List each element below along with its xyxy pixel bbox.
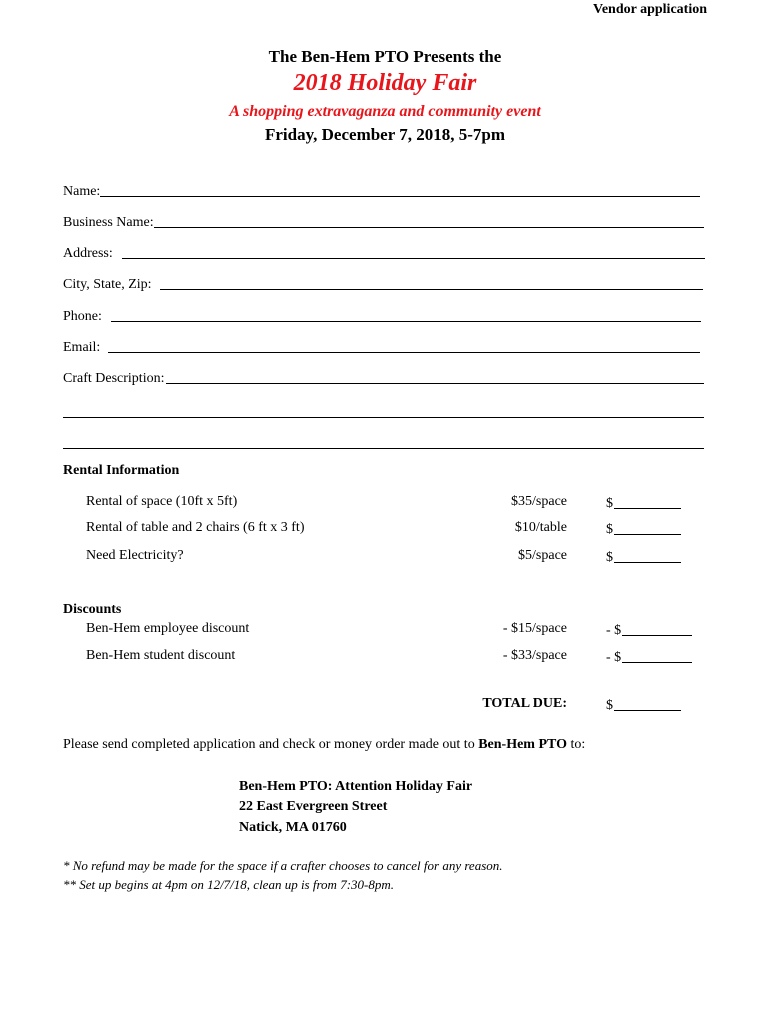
city-state-zip-field[interactable]: [63, 273, 703, 293]
employee-discount-amount[interactable]: [606, 621, 692, 639]
amount-prefix: - $: [606, 623, 622, 638]
name-label: Name:: [63, 184, 101, 199]
rental-item-price: $5/space: [518, 548, 567, 563]
student-discount-amount[interactable]: [606, 648, 692, 666]
craft-description-line-2[interactable]: [63, 417, 704, 418]
address-line[interactable]: [122, 258, 705, 259]
amount-line[interactable]: [614, 562, 681, 563]
payee-name: Ben-Hem PTO: [478, 737, 567, 752]
total-due-label: TOTAL DUE:: [482, 696, 567, 711]
amount-line[interactable]: [622, 662, 692, 663]
craft-description-line[interactable]: [166, 383, 704, 384]
business-name-line[interactable]: [154, 227, 704, 228]
city-state-zip-line[interactable]: [160, 289, 703, 290]
phone-label: Phone:: [63, 309, 102, 324]
email-field[interactable]: [63, 336, 700, 356]
rental-table-amount[interactable]: [606, 520, 681, 538]
instructions-text: Please send completed application and check or money order made out to: [63, 737, 479, 752]
refund-note: * No refund may be made for the space if a crafter chooses to cancel for any reason.: [63, 858, 503, 873]
amount-prefix: $: [606, 698, 613, 713]
phone-field[interactable]: [63, 305, 701, 325]
amount-line[interactable]: [614, 710, 681, 711]
amount-line[interactable]: [622, 635, 692, 636]
mailing-instructions: [63, 737, 585, 753]
discount-item-label: Ben-Hem student discount: [86, 648, 236, 663]
electricity-amount[interactable]: [606, 548, 681, 566]
email-line[interactable]: [108, 352, 700, 353]
amount-prefix: - $: [606, 650, 622, 665]
event-date: Friday, December 7, 2018, 5-7pm: [264, 125, 505, 144]
name-field[interactable]: [63, 180, 700, 200]
instructions-suffix: to:: [567, 737, 586, 752]
craft-description-label: Craft Description:: [63, 371, 165, 386]
amount-prefix: $: [606, 522, 613, 537]
rental-item-label: Rental of table and 2 chairs (6 ft x 3 ft): [86, 520, 305, 535]
rental-space-amount[interactable]: [606, 494, 681, 512]
business-name-field[interactable]: [63, 211, 704, 231]
name-line[interactable]: [100, 196, 700, 197]
discount-item-price: - $33/space: [502, 648, 567, 663]
presents-heading: The Ben-Hem PTO Presents the: [268, 47, 502, 66]
address-label: Address:: [63, 246, 113, 261]
city-state-zip-label: City, State, Zip:: [63, 277, 152, 292]
amount-prefix: $: [606, 496, 613, 511]
amount-line[interactable]: [614, 508, 681, 509]
craft-description-line-3[interactable]: [63, 448, 704, 449]
phone-line[interactable]: [111, 321, 701, 322]
discount-item-label: Ben-Hem employee discount: [86, 621, 250, 636]
event-title: 2018 Holiday Fair: [293, 70, 477, 96]
business-name-label: Business Name:: [63, 215, 154, 230]
rental-item-label: Rental of space (10ft x 5ft): [86, 494, 238, 509]
craft-description-field[interactable]: [63, 367, 704, 387]
address-line-2: 22 East Evergreen Street: [239, 799, 388, 814]
discounts-heading: Discounts: [63, 602, 122, 617]
rental-heading: Rental Information: [63, 463, 180, 478]
rental-item-price: $10/table: [514, 520, 567, 535]
event-subtitle: A shopping extravaganza and community event: [229, 103, 541, 120]
total-due-amount[interactable]: [606, 696, 681, 714]
address-line-3: Natick, MA 01760: [239, 820, 347, 835]
address-field[interactable]: [63, 242, 705, 262]
rental-item-price: $35/space: [511, 494, 567, 509]
discount-item-price: - $15/space: [502, 621, 567, 636]
amount-prefix: $: [606, 550, 613, 565]
rental-item-label: Need Electricity?: [86, 548, 184, 563]
address-line-1: Ben-Hem PTO: Attention Holiday Fair: [239, 779, 473, 794]
setup-note: ** Set up begins at 4pm on 12/7/18, clean up is from 7:30-8pm.: [63, 877, 394, 892]
document-tag: Vendor application: [593, 2, 707, 17]
email-label: Email:: [63, 340, 101, 355]
amount-line[interactable]: [614, 534, 681, 535]
